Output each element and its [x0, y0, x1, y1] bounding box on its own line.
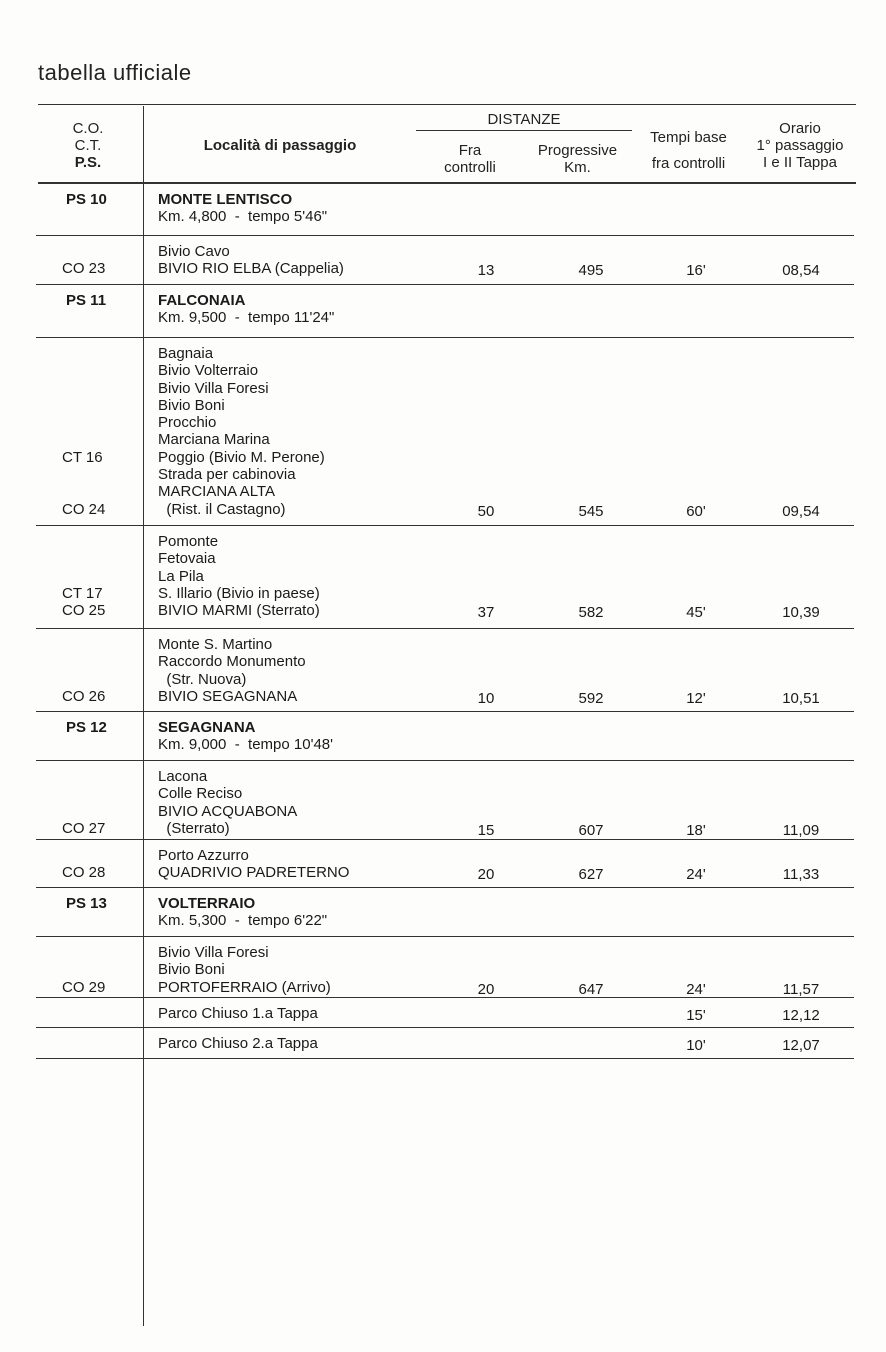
control-code: CO 23: [62, 260, 106, 278]
checkpoint-row: [36, 888, 854, 937]
orario-value: 12,12: [782, 1007, 820, 1024]
localita-line: BIVIO RIO ELBA (Cappelia): [158, 260, 344, 278]
checkpoint-name: VOLTERRAIO: [158, 895, 256, 912]
localita-cell: [158, 1005, 318, 1022]
progressive-km-value: 545: [578, 502, 604, 520]
fra-controlli-value: 20: [477, 980, 495, 998]
fra-controlli-value: 50: [477, 502, 495, 520]
table-row: [36, 236, 854, 285]
tempi-base-value: 45': [686, 604, 706, 622]
checkpoint-row: [36, 184, 854, 236]
table-row: [36, 761, 854, 840]
localita-line: Fetovaia: [158, 550, 216, 568]
localita-line: Porto Azzurro: [158, 847, 249, 864]
progressive-km-value: 627: [578, 866, 604, 884]
header-orario: [745, 120, 855, 171]
localita-line: Bivio Volterraio: [158, 362, 259, 380]
table-row: [36, 840, 854, 888]
control-code: CO 27: [62, 819, 106, 837]
tempi-base-value: 60': [686, 502, 706, 520]
localita-line: Strada per cabinovia: [158, 466, 296, 484]
header-tappa: I e II Tappa: [763, 154, 837, 171]
checkpoint-name: FALCONAIA: [158, 292, 246, 309]
tempi-base-value: 15': [686, 1007, 706, 1024]
table-row: [36, 629, 854, 712]
localita-line: Km. 9,500 - tempo 11'24": [158, 309, 335, 327]
orario-value: 11,33: [782, 866, 820, 884]
localita-cell: [158, 292, 334, 327]
localita-line: BIVIO ACQUABONA: [158, 802, 298, 820]
checkpoint-row: [36, 285, 854, 338]
localita-line: Bagnaia: [158, 345, 214, 362]
orario-value: 11,57: [782, 980, 820, 998]
checkpoint-code: PS 11: [66, 292, 107, 309]
header-distanze: DISTANZE: [487, 111, 561, 128]
localita-line: La Pila: [158, 567, 204, 585]
orario-value: 09,54: [782, 502, 820, 520]
localita-line: Colle Reciso: [158, 785, 243, 803]
localita-line: Lacona: [158, 768, 208, 785]
control-code: CO 28: [62, 864, 106, 882]
localita-cell: [158, 719, 333, 754]
localita-cell: [158, 243, 344, 278]
localita-cell: [158, 895, 327, 930]
localita-cell: [158, 847, 349, 882]
header-ct: C.T.: [74, 137, 102, 154]
orario-value: 10,51: [782, 689, 820, 707]
header-tempi-base: [636, 125, 741, 177]
header-controlli: controlli: [444, 159, 496, 176]
table-row: [36, 1028, 854, 1059]
header-code-column: [48, 120, 128, 171]
localita-line: Procchio: [158, 414, 217, 432]
tempi-base-value: 12': [686, 689, 706, 707]
orario-value: 08,54: [782, 262, 820, 280]
localita-line: Km. 9,000 - tempo 10'48': [158, 736, 333, 754]
control-code: CO 24: [62, 500, 106, 518]
checkpoint-code: PS 12: [66, 719, 107, 736]
localita-line: Parco Chiuso 2.a Tappa: [158, 1035, 318, 1052]
localita-line: PORTOFERRAIO (Arrivo): [158, 978, 331, 996]
localita-line: (Sterrato): [158, 819, 230, 837]
page-title: tabella ufficiale: [38, 60, 192, 85]
control-code: CT 16: [62, 448, 103, 466]
localita-line: BIVIO MARMI (Sterrato): [158, 602, 320, 620]
checkpoint-code: PS 13: [66, 895, 107, 912]
distanze-rule: [416, 130, 632, 131]
header-progressive-label: Progressive: [537, 142, 618, 159]
localita-line: Bivio Cavo: [158, 243, 230, 260]
control-code: CO 29: [62, 978, 106, 996]
header-orario-label: Orario: [779, 120, 821, 137]
tempi-base-value: 16': [686, 262, 706, 280]
localita-cell: [158, 636, 306, 705]
header-km: Km.: [564, 159, 591, 176]
table-row: [36, 526, 854, 629]
orario-value: 11,09: [782, 821, 820, 839]
localita-cell: [158, 191, 327, 226]
header-progressive: [525, 142, 630, 176]
localita-cell: [158, 944, 331, 996]
localita-line: Bivio Villa Foresi: [158, 379, 269, 397]
localita-line: S. Illario (Bivio in paese): [158, 584, 320, 602]
localita-line: (Str. Nuova): [158, 670, 247, 688]
fra-controlli-value: 13: [477, 262, 495, 280]
table-row: [36, 338, 854, 526]
table-row: [36, 998, 854, 1028]
header-ps: P.S.: [74, 154, 102, 171]
checkpoint-row: [36, 712, 854, 761]
header-fra-controlli: [425, 142, 515, 176]
tempi-base-value: 24': [686, 980, 706, 998]
header-tempi-base-label: Tempi base: [650, 129, 727, 146]
header-localita: Località di passaggio: [203, 137, 357, 154]
fra-controlli-value: 15: [477, 821, 495, 839]
localita-line: Monte S. Martino: [158, 636, 273, 653]
tempi-base-value: 10': [686, 1037, 706, 1054]
fra-controlli-value: 37: [477, 604, 495, 622]
localita-cell: [158, 533, 320, 619]
tempi-base-value: 24': [686, 866, 706, 884]
localita-line: Km. 5,300 - tempo 6'22": [158, 912, 328, 930]
localita-line: (Rist. il Castagno): [158, 500, 286, 518]
localita-line: Bivio Villa Foresi: [158, 944, 269, 961]
progressive-km-value: 495: [578, 262, 604, 280]
orario-value: 12,07: [782, 1037, 820, 1054]
localita-line: Bivio Boni: [158, 396, 225, 414]
localita-cell: [158, 1035, 318, 1052]
tempi-base-value: 18': [686, 821, 706, 839]
progressive-km-value: 592: [578, 689, 604, 707]
localita-line: QUADRIVIO PADRETERNO: [158, 864, 350, 882]
checkpoint-name: MONTE LENTISCO: [158, 191, 293, 208]
control-code: CO 25: [62, 602, 106, 620]
localita-line: Marciana Marina: [158, 431, 270, 449]
header-primo-passaggio: 1° passaggio: [756, 137, 844, 154]
localita-line: Pomonte: [158, 533, 219, 550]
localita-cell: [158, 768, 297, 837]
localita-cell: [158, 345, 325, 518]
localita-line: BIVIO SEGAGNANA: [158, 687, 298, 705]
fra-controlli-value: 10: [477, 689, 495, 707]
progressive-km-value: 607: [578, 821, 604, 839]
control-code: CT 17: [62, 584, 103, 602]
table-row: [36, 937, 854, 998]
localita-line: Parco Chiuso 1.a Tappa: [158, 1005, 318, 1022]
localita-line: Bivio Boni: [158, 961, 225, 979]
progressive-km-value: 647: [578, 980, 604, 998]
header-co: C.O.: [72, 120, 104, 137]
header-fra-controlli-2: fra controlli: [651, 155, 726, 172]
orario-value: 10,39: [782, 604, 820, 622]
header-fra: Fra: [458, 142, 482, 159]
table-top-rule: [38, 104, 856, 105]
checkpoint-code: PS 10: [66, 191, 107, 208]
fra-controlli-value: 20: [477, 866, 495, 884]
localita-line: MARCIANA ALTA: [158, 483, 275, 501]
control-code: CO 26: [62, 687, 106, 705]
localita-line: Km. 4,800 - tempo 5'46": [158, 208, 328, 226]
checkpoint-name: SEGAGNANA: [158, 719, 256, 736]
localita-line: Raccordo Monumento: [158, 653, 306, 671]
progressive-km-value: 582: [578, 604, 604, 622]
localita-line: Poggio (Bivio M. Perone): [158, 448, 325, 466]
